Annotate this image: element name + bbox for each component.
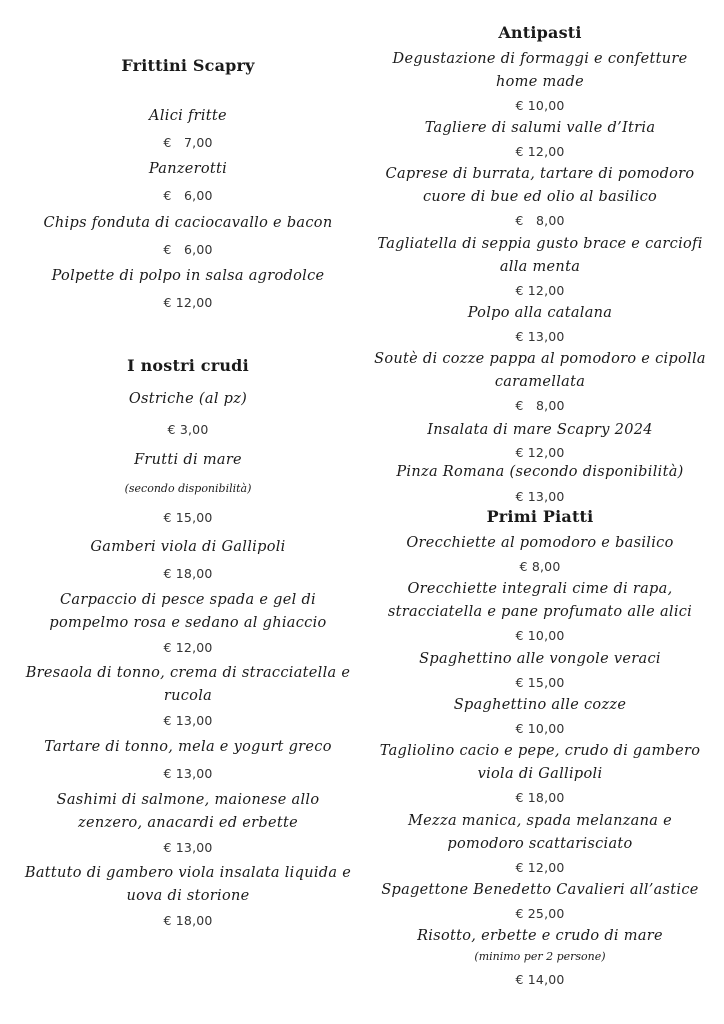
menu-item-name: Polpo alla catalana (467, 305, 613, 321)
menu-item-name: Orecchiette integrali cime di rapa, stracciatella e pane profumato alle alici (387, 581, 693, 620)
menu-item-name: Battuto di gambero viola insalata liquida e uova di storione (24, 865, 352, 904)
menu-item-name: Bresaola di tonno, crema di stracciatella e rucola (25, 665, 351, 704)
menu-item-price: € 10,00 (515, 628, 565, 643)
menu-item-name: Pinza Romana (secondo disponibilità) (396, 464, 684, 480)
menu-item-price: € 12,00 (163, 640, 213, 655)
antipasti-title: Antipasti (498, 23, 582, 42)
menu-item-price: € 8,00 (515, 213, 565, 228)
menu-item-name: Degustazione di formaggi e confetture home made (392, 51, 688, 90)
menu-item-name: Tagliere di salumi valle d’Itria (424, 120, 656, 136)
menu-item-price: € 12,00 (163, 295, 213, 310)
menu-item-name: Caprese di burrata, tartare di pomodoro cuore di bue ed olio al basilico (385, 166, 695, 205)
menu-item-name: Panzerotti (148, 161, 228, 177)
menu-item-name: Sashimi di salmone, maionese allo zenzero, anacardi ed erbette (56, 792, 320, 831)
menu-item-price: € 8,00 (519, 559, 561, 574)
menu-item-name: Tagliolino cacio e pepe, crudo di gambero viola di Gallipoli (379, 743, 701, 782)
menu-item-price: € 12,00 (515, 283, 565, 298)
menu-item-price: € 12,00 (515, 144, 565, 159)
menu-item-price: € 14,00 (515, 972, 565, 987)
menu-item-note: (minimo per 2 persone) (474, 950, 606, 963)
menu-item-price: € 15,00 (515, 675, 565, 690)
menu-item-name: Tartare di tonno, mela e yogurt greco (44, 739, 332, 755)
menu-item-price: € 18,00 (163, 566, 213, 581)
menu-item-price: € 18,00 (163, 913, 213, 928)
menu-item-price: € 6,00 (163, 188, 213, 203)
menu-item-name: Alici fritte (149, 108, 227, 124)
menu-item-name: Risotto, erbette e crudo di mare (417, 928, 663, 944)
menu-item-price: € 13,00 (515, 329, 565, 344)
menu-item-price: € 12,00 (515, 860, 565, 875)
menu-item-name: Ostriche (al pz) (128, 391, 248, 407)
menu-item-price: € 6,00 (163, 242, 213, 257)
menu-item-name: Carpaccio di pesce spada e gel di pompelmo rosa e sedano al ghiaccio (49, 592, 327, 631)
menu-item-name: Chips fonduta di caciocavallo e bacon (43, 215, 333, 231)
menu-item-price: € 15,00 (163, 510, 213, 525)
menu-item-price: € 12,00 (515, 445, 565, 460)
menu-item-price: € 13,00 (163, 766, 213, 781)
menu-item-price: € 10,00 (515, 98, 565, 113)
menu-item-price: € 13,00 (163, 713, 213, 728)
menu-item-price: € 3,00 (167, 422, 209, 437)
menu-item-price: € 13,00 (163, 840, 213, 855)
menu-item-price: € 25,00 (515, 906, 565, 921)
menu-item-name: Spagettone Benedetto Cavalieri all’astice (381, 882, 699, 898)
menu-item-name: Spaghettino alle cozze (453, 697, 627, 713)
menu-item-name: Mezza manica, spada melanzana e pomodoro scattarisciato (408, 813, 672, 852)
menu-item-name: Polpette di polpo in salsa agrodolce (51, 268, 325, 284)
menu-item-note: (secondo disponibilità) (124, 482, 252, 495)
menu-item-name: Gamberi viola di Gallipoli (90, 539, 286, 555)
menu-item-price: € 7,00 (163, 135, 213, 150)
menu-item-name: Insalata di mare Scapry 2024 (427, 422, 653, 438)
menu-item-price: € 10,00 (515, 721, 565, 736)
menu-item-price: € 18,00 (515, 790, 565, 805)
menu-item-name: Frutti di mare (134, 452, 242, 468)
menu-item-name: Tagliatella di seppia gusto brace e carciofi alla menta (377, 236, 703, 275)
frittini-title: Frittini Scapry (121, 56, 255, 75)
menu-item-name: Orecchiette al pomodoro e basilico (406, 535, 674, 551)
menu-item-name: Spaghettino alle vongole veraci (419, 651, 661, 667)
menu-item-price: € 8,00 (515, 398, 565, 413)
menu-item-price: € 13,00 (515, 489, 565, 504)
crudi-title: I nostri crudi (127, 356, 249, 375)
menu-item-name: Soutè di cozze pappa al pomodoro e cipolla caramellata (374, 351, 706, 390)
primi-title: Primi Piatti (486, 507, 594, 526)
